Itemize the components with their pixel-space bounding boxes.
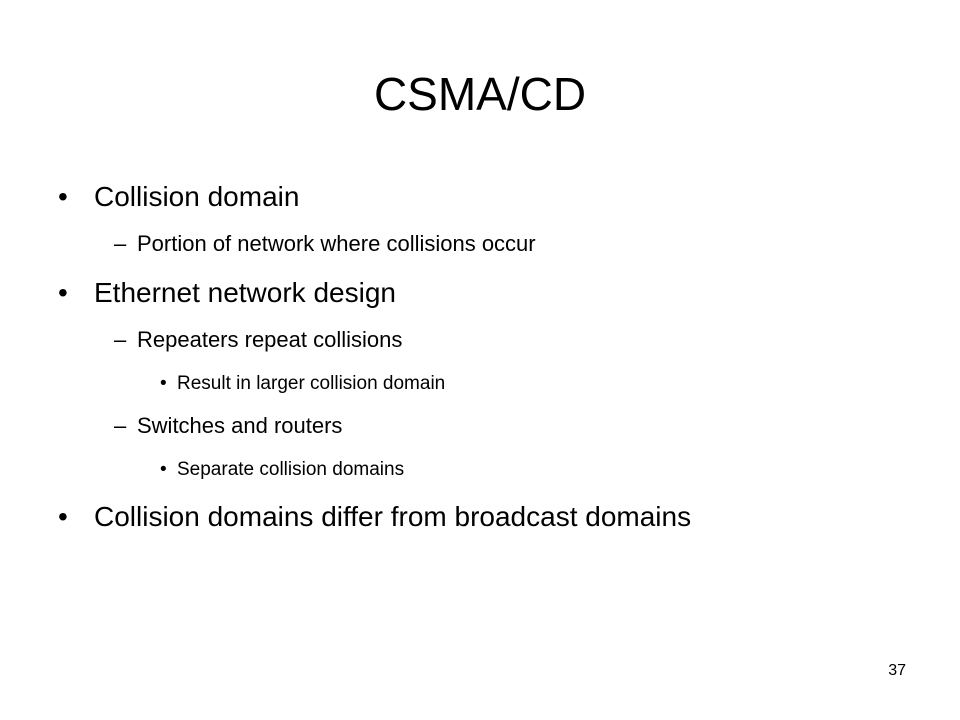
bullet-text: Collision domain	[94, 181, 300, 212]
dash-marker: –	[114, 327, 127, 352]
sub-sub-item-text: Separate collision domains	[177, 459, 405, 480]
slide-title: CSMA/CD	[373, 68, 587, 120]
bullet-marker: •	[58, 181, 68, 212]
page-number: 37	[888, 662, 906, 679]
bullet-marker: •	[160, 459, 167, 480]
sub-item-text: Switches and routers	[137, 413, 343, 438]
dash-marker: –	[114, 231, 127, 256]
bullet-text: Ethernet network design	[94, 277, 396, 308]
bullet-marker: •	[58, 277, 68, 308]
dash-marker: –	[114, 413, 127, 438]
sub-sub-item-text: Result in larger collision domain	[177, 373, 446, 394]
sub-item-text: Repeaters repeat collisions	[137, 327, 403, 352]
sub-item-text: Portion of network where collisions occur	[137, 231, 536, 256]
bullet-marker: •	[58, 501, 68, 532]
bullet-text: Collision domains differ from broadcast domains	[94, 501, 692, 532]
bullet-marker: •	[160, 373, 167, 394]
